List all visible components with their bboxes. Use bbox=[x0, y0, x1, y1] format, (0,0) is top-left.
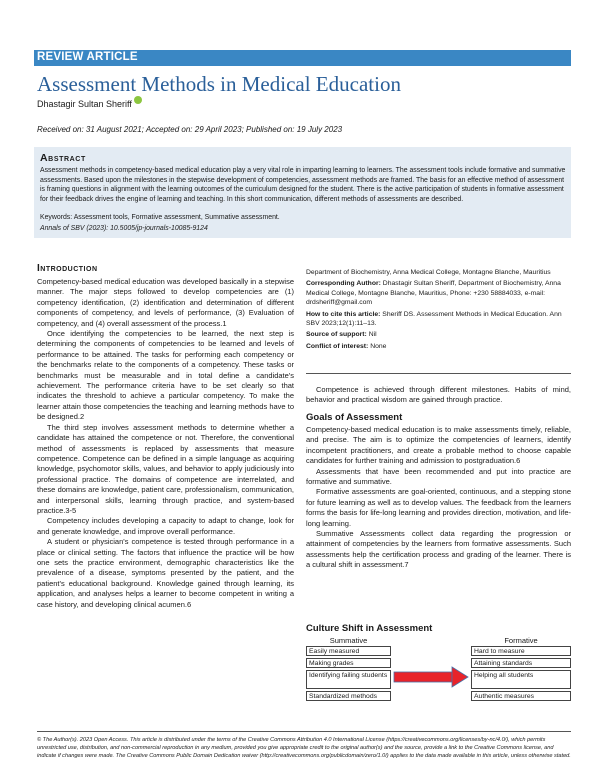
goals-body bbox=[306, 425, 571, 571]
intro-paragraph: A student or physician's competence is tested through performance in a place or clinical setting. The factors that influence the practice will be how one sets the practice environment, demographic characteristics like the prevalence of a disease, symptoms presented by the patient, and the patient's educational background. Knowledge gained through learning, its application, and analyses helps a learner to become competent in writing a case history, and developing clinical acumen.6 bbox=[37, 537, 294, 609]
conflict-of-interest bbox=[306, 342, 571, 351]
summative-item: Identifying failing students bbox=[306, 670, 391, 689]
author-name: Dhastagir Sultan Sheriff bbox=[37, 99, 132, 109]
divider bbox=[306, 373, 571, 374]
formative-item: Attaining standards bbox=[471, 658, 571, 668]
intro-paragraph: Competency-based medical education was developed basically in a stepwise manner. The major steps followed to develop competencies are (1) competency identification, (2) identification and determination of different components of competency, and levels of performance, (3) Evaluation of competency, and (4) overall assessment of the process.1 bbox=[37, 277, 294, 328]
culture-shift-table bbox=[306, 636, 571, 730]
abstract-heading: Abstract bbox=[40, 152, 86, 164]
shift-arrow-icon bbox=[393, 666, 469, 688]
formative-item: Authentic measures bbox=[471, 691, 571, 701]
source-of-support bbox=[306, 330, 571, 339]
intro-body bbox=[37, 277, 294, 610]
corresponding-label: Corresponding Author: bbox=[306, 280, 381, 288]
intro-paragraph: The third step involves assessment methods to determine whether a candidate has attained the competence or not. Therefore, the conventional method of assessments is replaced by assessments that measure competence. Competence can be defined in a simple language as acquiring knowledge, psychomotor skills, values, and behavior to apply judiciously into professional practice. The domains of competence are interrelated, and these domains are knowledge, patient care, professionalism, communication, and interpersonal skills, learning through practice, and system-based practice.3-5 bbox=[37, 422, 294, 515]
publication-dates: Received on: 31 August 2021; Accepted on: 29 April 2023; Published on: 19 July 2023 bbox=[37, 125, 343, 134]
formative-header: Formative bbox=[504, 636, 538, 645]
abstract-text: Assessment methods in competency-based medical education play a very vital role in imparting learning to learners. The assessment tools include formative and summative assessments. Based upon the milestones in the stepwise development of competencies, assessment methods are framed. The basis for an effective method of assessment is framing questions in alignment with the learning outcomes of the curriculum designed for the student. There is the active participation of students in formative assessment for their feedback drives the engine of learning and teaching. In this short communication, different methods of assessments are described. bbox=[40, 167, 566, 203]
goals-paragraph: Assessments that have been recommended and put into practice are formative and summative. bbox=[306, 466, 571, 487]
intro-paragraph: Once identifying the competencies to be learned, the next step is determining the components of competencies to be learned and levels of performance to be attained. The tasks for performing each competency or the benchmarks relate to the components of a competency. These tasks or benchmarks must be measurable and in total define a candidate's achievement. The performance criteria have to be set clearly so that indicates the threshold to achieve a particular competency. To make the learner attain those competencies the teaching and learning methods have to be designed.2 bbox=[37, 329, 294, 422]
support-text: Nil bbox=[368, 331, 377, 339]
corresponding-author bbox=[306, 279, 571, 307]
right-intro bbox=[306, 385, 571, 406]
article-type-band bbox=[34, 50, 571, 66]
table-heading: Culture Shift in Assessment bbox=[306, 623, 433, 634]
right-paragraph: Competence is achieved through different milestones. Habits of mind, behavior and practical wisdom are gained through practice. bbox=[306, 385, 571, 405]
support-label: Source of support: bbox=[306, 331, 367, 339]
summative-item: Standardized methods bbox=[306, 691, 391, 701]
orcid-icon[interactable] bbox=[134, 96, 142, 104]
formative-item: Hard to measure bbox=[471, 646, 571, 656]
goals-heading: Goals of Assessment bbox=[306, 412, 403, 423]
summative-header: Summative bbox=[329, 636, 368, 645]
cite-text: Sheriff DS. Assessment Methods in Medical Education. Ann SBV 2023;12(1):11–13. bbox=[306, 310, 562, 328]
how-to-cite bbox=[306, 310, 571, 329]
summative-item: Easily measured bbox=[306, 646, 391, 656]
corresponding-text: Dhastagir Sultan Sheriff, Department of Biochemistry, Anna Medical College, Montagne Blanche, Mauritius, Phone: +230 58884033, e-mail: drdsheriff@gmail.com bbox=[306, 280, 561, 307]
department: Department of Biochemistry, Anna Medical College, Montagne Blanche, Mauritius bbox=[306, 269, 551, 276]
abstract-keywords: Keywords: Assessment tools, Formative assessment, Summative assessment. bbox=[40, 214, 280, 221]
affiliation-block bbox=[306, 268, 571, 353]
article-type-label: REVIEW ARTICLE bbox=[37, 51, 138, 63]
abstract-citation: Annals of SBV (2023): 10.5005/jp-journals-10085-9124 bbox=[40, 225, 208, 232]
goals-paragraph: Summative Assessments collect data regarding the progression or attainment of competencies by the learners from formative assessments. Such assessments help the certification process and grading of the learner. There is a cultural shift in assessment.7 bbox=[306, 529, 571, 570]
article-title: Assessment Methods in Medical Education bbox=[37, 72, 401, 96]
conflict-text: None bbox=[370, 342, 387, 350]
goals-paragraph: Competency-based medical education is to make assessments timely, reliable, and precise. The aim is to optimize the competencies of learners, identify incompetent practitioners, and create a probable method to choose capable candidates for further training and admission to postgraduation.6 bbox=[306, 425, 571, 466]
formative-item: Helping all students bbox=[471, 670, 571, 689]
goals-paragraph: Formative assessments are goal-oriented, continuous, and a stepping stone for future learning as well as to develop values. The feedback from the learners forms the basis for life-long learning and provides direction, motivation, and life-long learning. bbox=[306, 487, 571, 528]
summative-item: Making grades bbox=[306, 658, 391, 668]
license-text: © The Author(s). 2023 Open Access. This article is distributed under the terms of the Creative Commons Attribution 4.0 International License (https://creativecommons.org/licenses/by-nc/4.0/), which permits unrestricted use, distribution, and non-commercial reproduction in any medium, provided you give appropriate credit to the original author(s) and the source, provide a link to the Creative Commons license, and indicate if changes were made. The Creative Commons Public Domain Dedication waiver (http://creativecommons.org/publicdomain/zero/1.0/) applies to the data made available in this article, unless otherwise stated. bbox=[37, 737, 571, 760]
cite-label: How to cite this article: bbox=[306, 310, 381, 318]
intro-heading: Introduction bbox=[37, 263, 98, 274]
license-divider bbox=[37, 731, 571, 732]
conflict-label: Conflict of interest: bbox=[306, 342, 369, 350]
author-line bbox=[37, 99, 142, 109]
intro-paragraph: Competency includes developing a capacity to adapt to change, look for and generate knowledge, and improve overall performance. bbox=[37, 516, 294, 536]
